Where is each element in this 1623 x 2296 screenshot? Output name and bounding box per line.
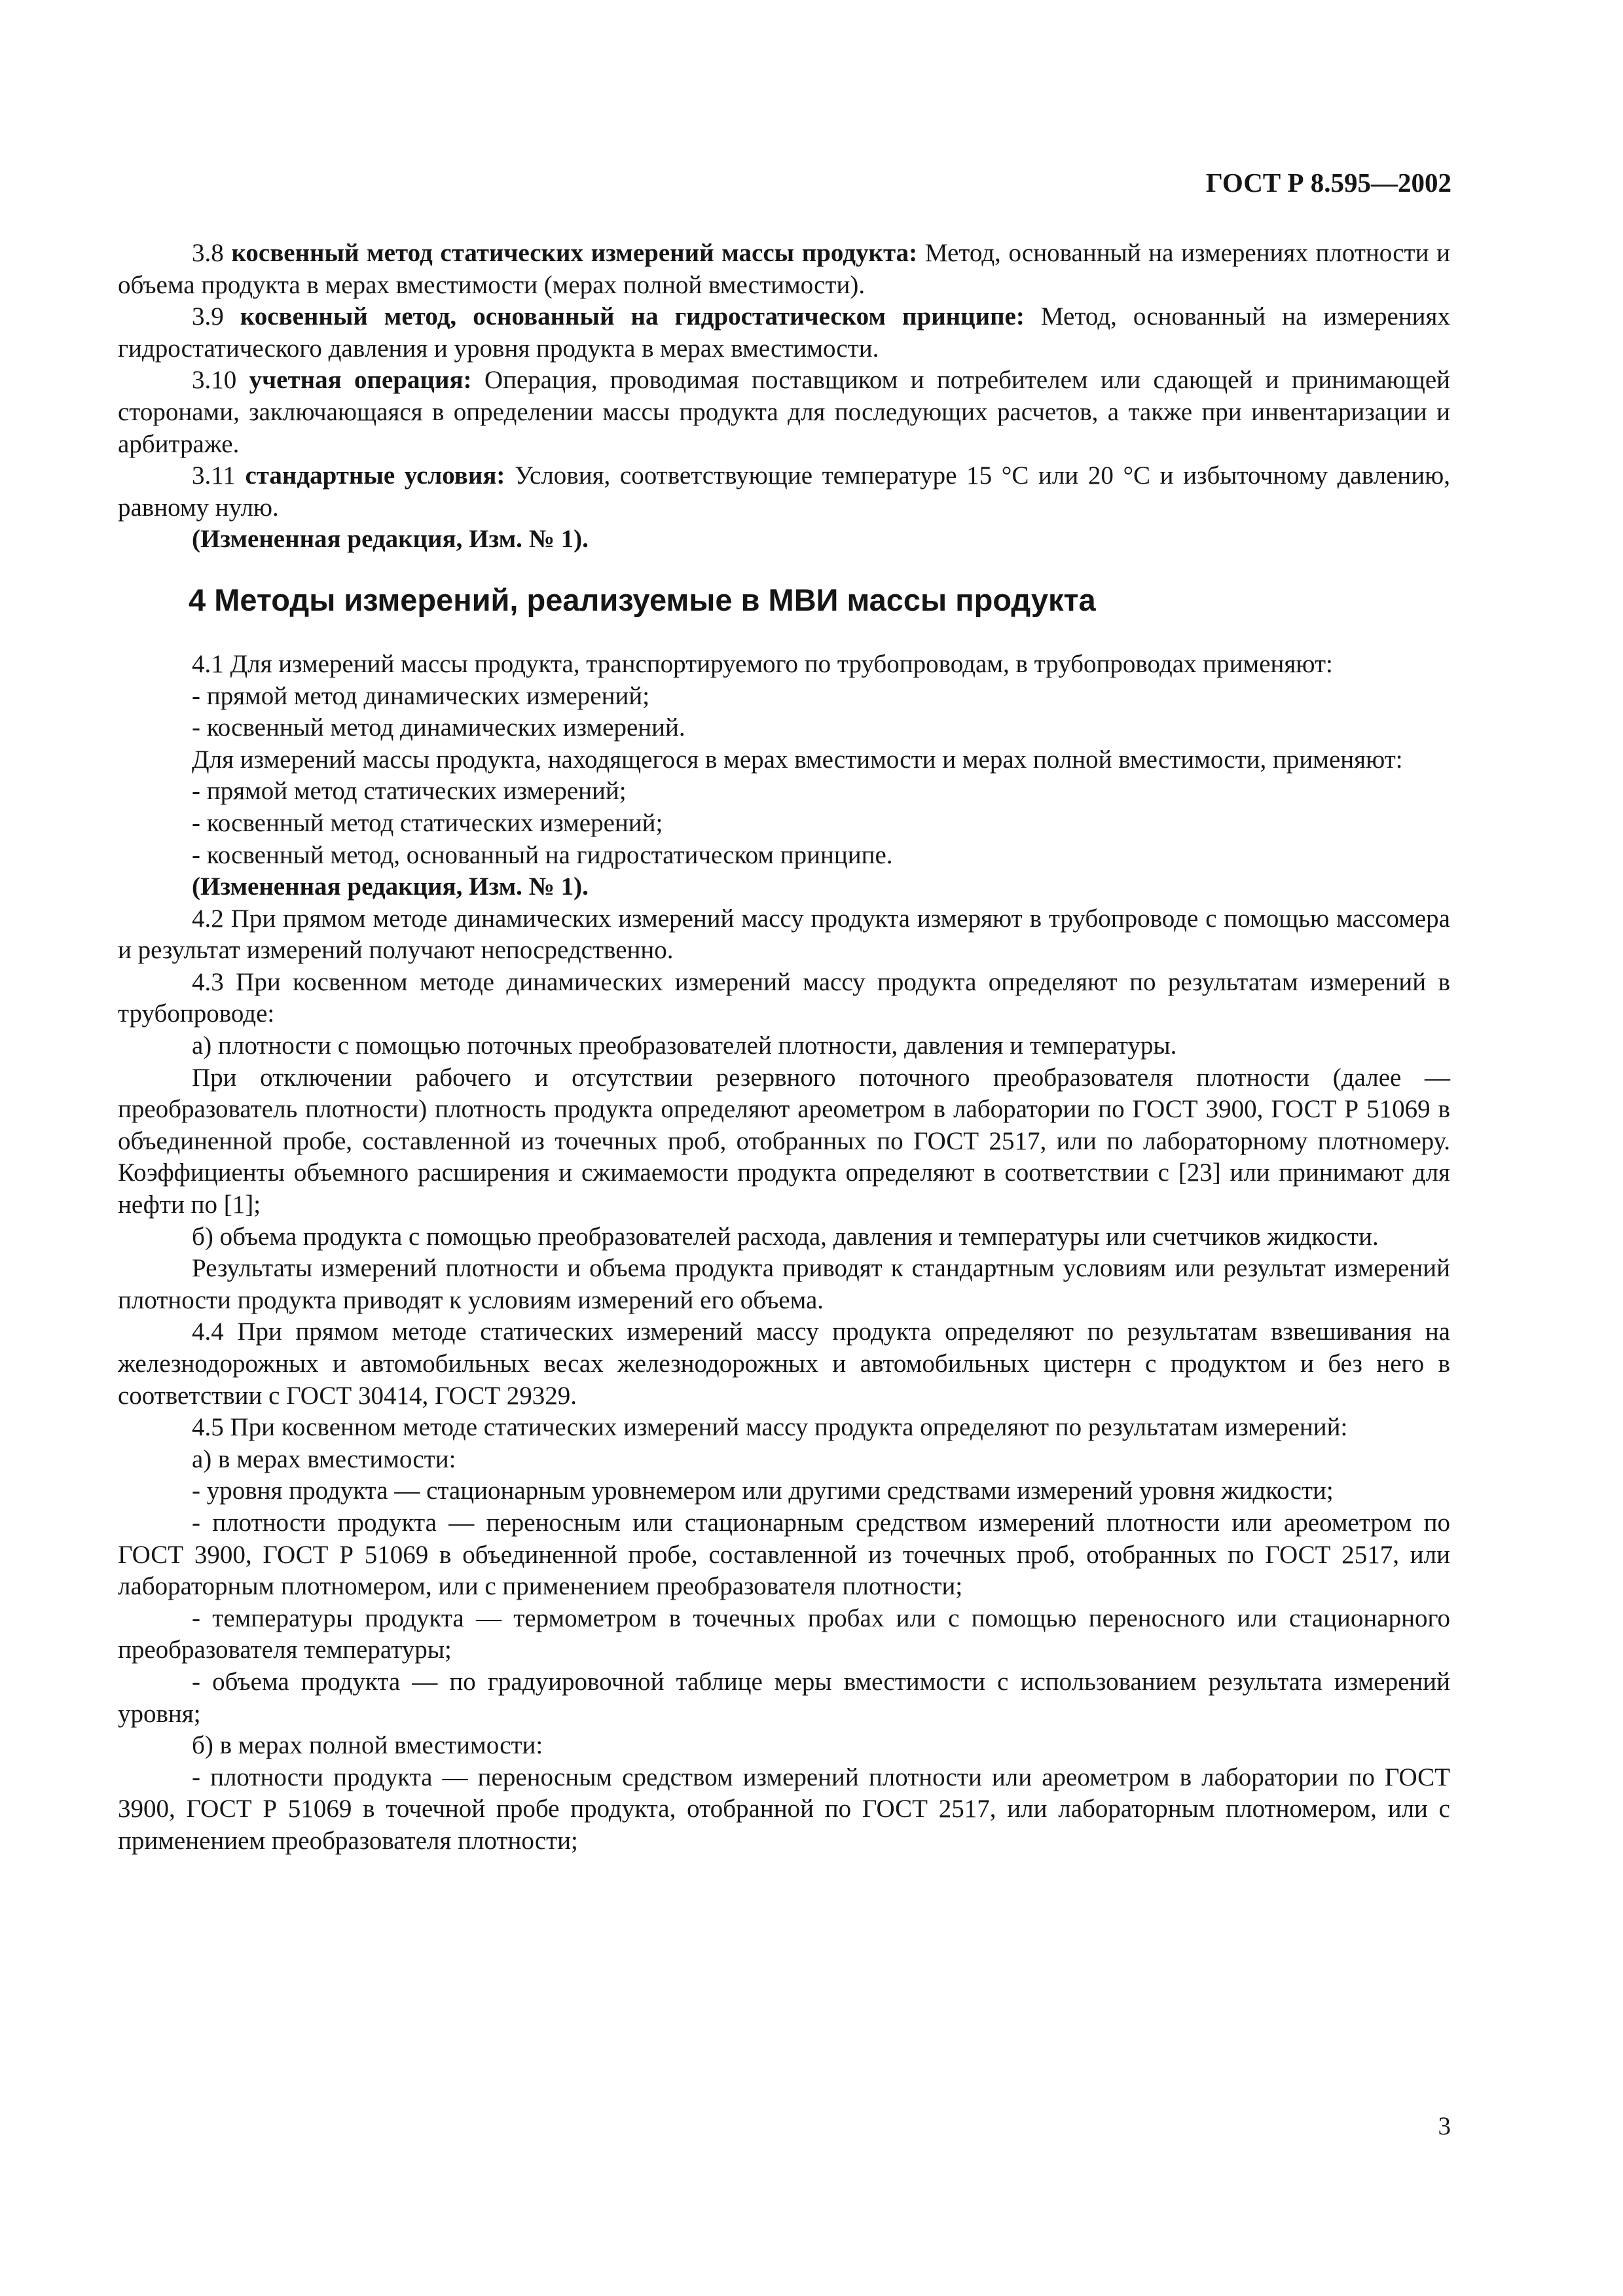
list-item: б) в мерах полной вместимости:: [192, 1731, 543, 1760]
definition-3-8: [118, 238, 1450, 301]
list-item: - прямой метод статических измерений;: [192, 777, 627, 806]
paragraph: 4.1 Для измерений массы продукта, транспортируемого по трубопроводам, в трубопроводах применяют:: [192, 649, 1333, 678]
paragraph: 4.5 При косвенном методе статических измерений массу продукта определяют по результатам измерений:: [192, 1413, 1348, 1442]
definition-3-10: [118, 365, 1450, 460]
definition-term: косвенный метод статических измерений массы продукта:: [231, 239, 918, 267]
list-item: - температуры продукта — термометром в точечных пробах или с помощью переносного или стационарного преобразователя температуры;: [118, 1604, 1450, 1664]
definition-3-11: [118, 460, 1450, 524]
definition-term: косвенный метод, основанный на гидростатическом принципе:: [240, 302, 1025, 331]
definition-3-9: [118, 301, 1450, 365]
list-item: - уровня продукта — стационарным уровнемером или другими средствами измерений уровня жидкости;: [192, 1477, 1334, 1505]
section-title: 4 Методы измерений, реализуемые в МВИ массы продукта: [189, 582, 1096, 617]
list-item: - косвенный метод, основанный на гидростатическом принципе.: [192, 840, 893, 869]
list-item: - плотности продукта — переносным средством измерений плотности или ареометром в лаборатории по ГОСТ 3900, ГОСТ Р 51069 в точечной пробе продукта, отобранной по ГОСТ 2517, или лабораторным плотномером, или с применением преобразователя плотности;: [118, 1763, 1450, 1855]
paragraph: При отключении рабочего и отсутствии резервного поточного преобразователя плотности (далее — преобразователь плотности) плотность продукта определяют ареометром в лаборатории по ГОСТ 3900, ГОСТ Р 51069 в объединенной пробе, составленной из точечных проб, отобранных по ГОСТ 2517, или по лабораторному плотномеру. Коэффициенты объемного расширения и сжимаемости продукта определяют в соответствии с [23] или принимают для нефти по [1];: [118, 1063, 1450, 1219]
document-code-header: ГОСТ Р 8.595—2002: [1205, 168, 1451, 198]
list-item: - плотности продукта — переносным или стационарным средством измерений плотности или ареометром по ГОСТ 3900, ГОСТ Р 51069 в объединенной пробе, составленной из точечных проб, отобранных по ГОСТ 2517, или лабораторным плотномером, или с применением преобразователя плотности;: [118, 1508, 1450, 1601]
amendment-note: (Измененная редакция, Изм. № 1).: [192, 872, 589, 901]
definition-text: Метод, основанный на измерениях плотности и объема продукта в мерах вместимости (мерах полной вместимости).: [118, 239, 1451, 299]
list-item: б) объема продукта с помощью преобразователей расхода, давления и температуры или счетчиков жидкости.: [192, 1222, 1379, 1251]
page-number: 3: [1438, 2112, 1451, 2140]
list-item: а) плотности с помощью поточных преобразователей плотности, давления и температуры.: [192, 1031, 1177, 1060]
list-item: - косвенный метод динамических измерений.: [192, 713, 685, 742]
list-item: - прямой метод динамических измерений;: [192, 681, 650, 710]
definition-number: 3.8: [192, 239, 224, 267]
amendment-note: (Измененная редакция, Изм. № 1).: [192, 525, 589, 554]
definition-term: учетная операция:: [249, 366, 472, 395]
definition-number: 3.9: [192, 302, 224, 331]
paragraph: Для измерений массы продукта, находящегося в мерах вместимости и мерах полной вместимости, применяют:: [192, 745, 1403, 774]
definition-text: Операция, проводимая поставщиком и потребителем или сдающей и принимающей сторонами, заключающаяся в определении массы продукта для последующих расчетов, а также при инвентаризации и арбитраже.: [118, 366, 1451, 458]
definition-text: Условия, соответствующие температуре 15 °С или 20 °С и избыточному давлению, равному нулю.: [118, 461, 1451, 522]
definition-term: стандартные условия:: [245, 461, 505, 490]
list-item: - объема продукта — по градуировочной таблице меры вместимости с использованием результата измерений уровня;: [118, 1667, 1450, 1728]
paragraph: 4.3 При косвенном методе динамических измерений массу продукта определяют по результатам измерений в трубопроводе:: [118, 967, 1450, 1028]
page-content: [118, 238, 1450, 1857]
paragraph: 4.2 При прямом методе динамических измерений массу продукта измеряют в трубопроводе с помощью массомера и результат измерений получают непосредственно.: [118, 904, 1450, 965]
paragraph: 4.4 При прямом методе статических измерений массу продукта определяют по результатам взвешивания на железнодорожных и автомобильных весах железнодорожных и автомобильных цистерн с продуктом и без него в соответствии с ГОСТ 30414, ГОСТ 29329.: [118, 1318, 1450, 1410]
list-item: - косвенный метод статических измерений;: [192, 808, 663, 837]
definition-number: 3.11: [192, 461, 236, 490]
definition-number: 3.10: [192, 366, 237, 395]
list-item: а) в мерах вместимости:: [192, 1444, 456, 1473]
definition-text: Метод, основанный на измерениях гидростатического давления и уровня продукта в мерах вместимости.: [118, 302, 1450, 363]
paragraph: Результаты измерений плотности и объема продукта приводят к стандартным условиям или результат измерений плотности продукта приводят к условиям измерений его объема.: [118, 1254, 1450, 1314]
